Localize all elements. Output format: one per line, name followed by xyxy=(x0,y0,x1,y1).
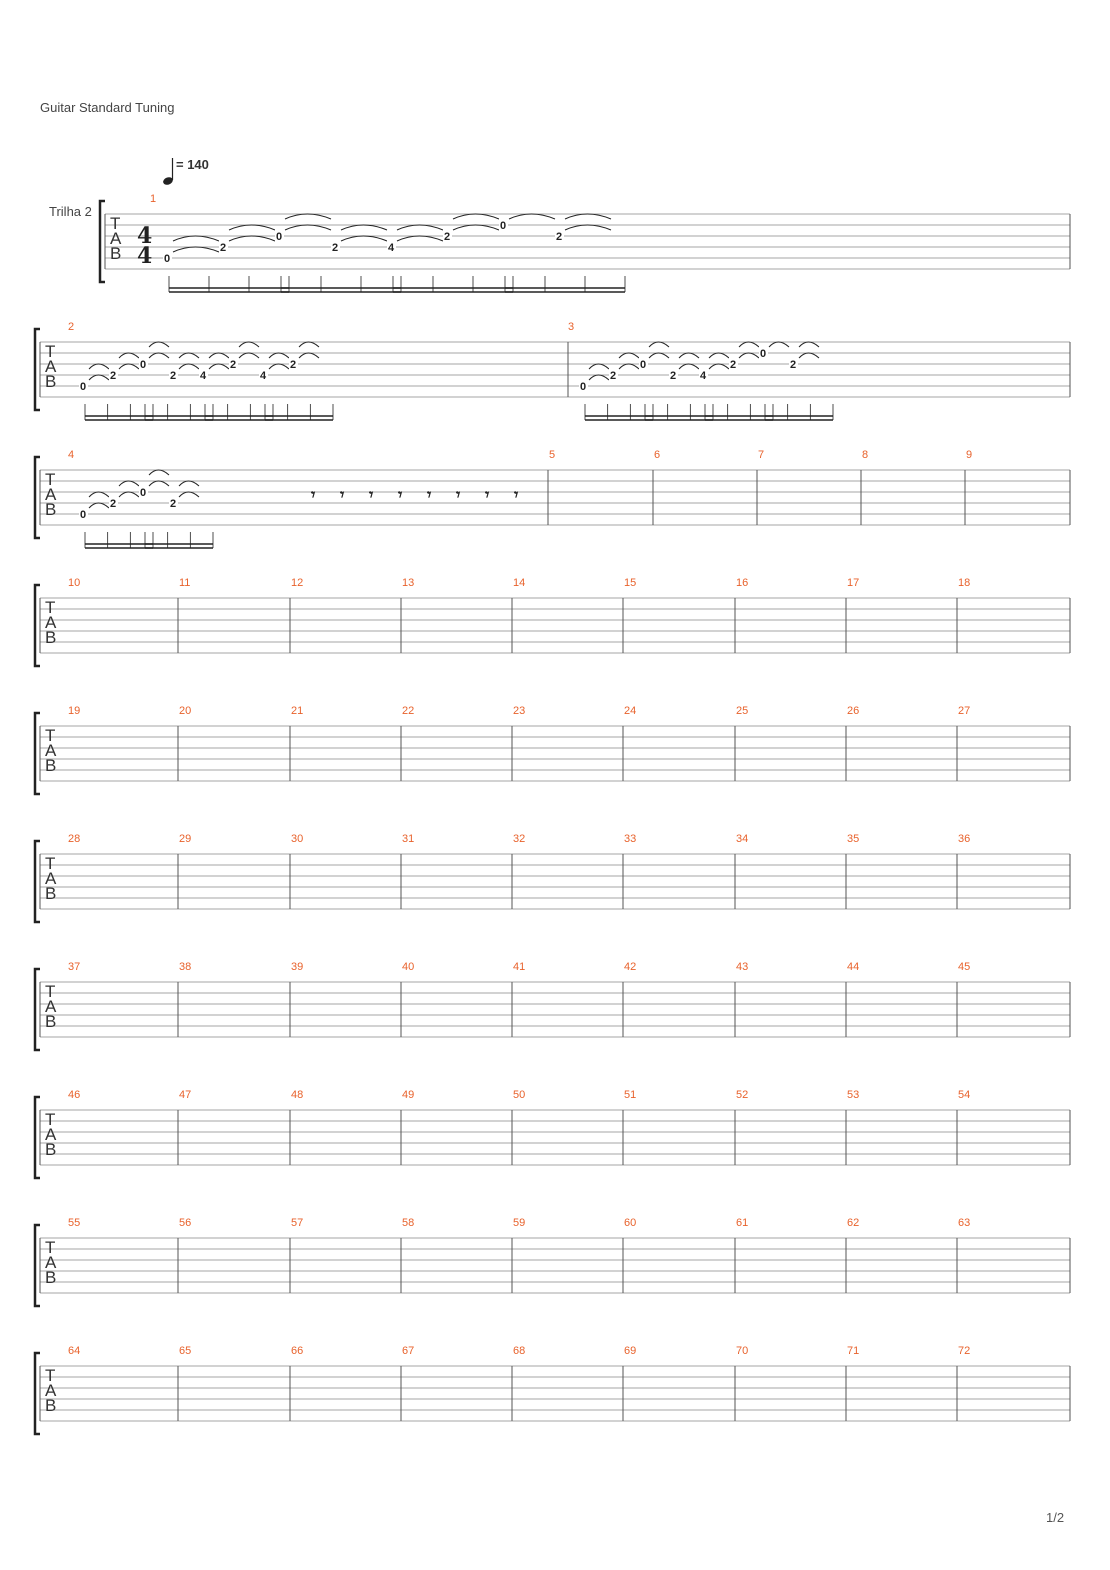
bar-number: 10 xyxy=(68,577,81,589)
tie-arc xyxy=(179,353,199,358)
tab-clef-letter: A xyxy=(45,997,57,1016)
tab-clef-letter: A xyxy=(45,869,57,888)
bar-number: 22 xyxy=(402,705,415,717)
bar-number: 9 xyxy=(966,449,973,461)
rest-symbol: 𝄾 xyxy=(514,485,519,504)
bar-number: 12 xyxy=(291,577,304,589)
rest-symbol: 𝄾 xyxy=(427,485,432,504)
bar-number: 44 xyxy=(847,961,860,973)
tab-clef-letter: A xyxy=(45,1125,57,1144)
tie-arc xyxy=(229,225,275,230)
bar-number: 4 xyxy=(68,449,75,461)
fret-number: 4 xyxy=(200,370,207,382)
tuning-label: Guitar Standard Tuning xyxy=(40,100,175,115)
fret-number: 2 xyxy=(220,242,227,254)
bar-number: 28 xyxy=(68,833,81,845)
bar-number: 52 xyxy=(736,1089,749,1101)
tab-clef-letter: B xyxy=(45,500,57,519)
bar-number: 30 xyxy=(291,833,304,845)
tie-arc xyxy=(709,353,729,358)
bar-number: 46 xyxy=(68,1089,81,1101)
tie-arc xyxy=(179,364,199,369)
track-name: Trilha 2 xyxy=(49,204,92,219)
tie-arc xyxy=(397,236,443,241)
fret-number: 4 xyxy=(388,242,395,254)
tie-arc xyxy=(649,353,669,358)
fret-number: 0 xyxy=(140,359,147,371)
fret-number: 0 xyxy=(276,231,283,243)
fret-number: 2 xyxy=(110,498,117,510)
fret-number: 2 xyxy=(610,370,617,382)
bar-number: 14 xyxy=(513,577,526,589)
bar-number: 68 xyxy=(513,1345,526,1357)
tie-arc xyxy=(679,353,699,358)
tie-arc xyxy=(239,342,259,347)
bar-number: 47 xyxy=(179,1089,192,1101)
tab-clef-letter: B xyxy=(45,1012,57,1031)
bar-number: 42 xyxy=(624,961,637,973)
tie-arc xyxy=(119,353,139,358)
bar-number: 72 xyxy=(958,1345,971,1357)
fret-number: 2 xyxy=(790,359,797,371)
bar-number: 31 xyxy=(402,833,415,845)
tie-arc xyxy=(619,353,639,358)
tab-clef-letter: B xyxy=(45,884,57,903)
tie-arc xyxy=(119,481,139,486)
system-bracket xyxy=(35,969,40,1050)
tab-clef-letter: A xyxy=(45,1253,57,1272)
system-bracket xyxy=(35,1353,40,1434)
tie-arc xyxy=(739,353,759,358)
fret-number: 0 xyxy=(580,381,587,393)
bar-number: 61 xyxy=(736,1217,749,1229)
bar-number: 8 xyxy=(862,449,869,461)
bar-number: 39 xyxy=(291,961,304,973)
bar-number: 18 xyxy=(958,577,971,589)
fret-number: 2 xyxy=(110,370,117,382)
tie-arc xyxy=(269,353,289,358)
bar-number: 69 xyxy=(624,1345,637,1357)
bar-number: 71 xyxy=(847,1345,860,1357)
fret-number: 0 xyxy=(640,359,647,371)
bar-number: 65 xyxy=(179,1345,192,1357)
tab-clef-letter: T xyxy=(45,854,56,873)
rest-symbol: 𝄾 xyxy=(340,485,345,504)
bar-number: 19 xyxy=(68,705,81,717)
fret-number: 2 xyxy=(670,370,677,382)
bar-number: 20 xyxy=(179,705,192,717)
tie-arc xyxy=(89,364,109,369)
bar-number: 60 xyxy=(624,1217,637,1229)
tie-arc xyxy=(89,503,109,508)
tie-arc xyxy=(179,481,199,486)
tab-clef-letter: T xyxy=(45,1238,56,1257)
tie-arc xyxy=(589,364,609,369)
bar-number: 54 xyxy=(958,1089,971,1101)
tab-clef-letter: T xyxy=(45,1366,56,1385)
bar-number: 3 xyxy=(568,321,575,333)
fret-number: 2 xyxy=(170,370,177,382)
tab-clef-letter: A xyxy=(45,357,57,376)
fret-number: 4 xyxy=(700,370,707,382)
tie-arc xyxy=(799,342,819,347)
tie-arc xyxy=(149,342,169,347)
bar-number: 23 xyxy=(513,705,526,717)
bar-number: 35 xyxy=(847,833,860,845)
bar-number: 57 xyxy=(291,1217,304,1229)
bar-number: 53 xyxy=(847,1089,860,1101)
bar-number: 38 xyxy=(179,961,192,973)
tab-clef-letter: B xyxy=(45,1140,57,1159)
page-number: 1/2 xyxy=(1046,1510,1065,1525)
tab-clef-letter: T xyxy=(45,982,56,1001)
bar-number: 67 xyxy=(402,1345,415,1357)
tie-arc xyxy=(173,236,219,241)
bar-number: 70 xyxy=(736,1345,749,1357)
tie-arc xyxy=(453,214,499,219)
tie-arc xyxy=(149,481,169,486)
tie-arc xyxy=(179,492,199,497)
system-bracket xyxy=(35,1097,40,1178)
tab-clef-letter: T xyxy=(110,214,121,233)
bar-number: 7 xyxy=(758,449,765,461)
tab-clef-letter: A xyxy=(45,485,57,504)
bar-number: 16 xyxy=(736,577,749,589)
tab-clef-letter: B xyxy=(110,244,122,263)
bar-number: 15 xyxy=(624,577,637,589)
fret-number: 2 xyxy=(332,242,339,254)
tempo-value: = 140 xyxy=(176,157,209,172)
tie-arc xyxy=(397,225,443,230)
fret-number: 2 xyxy=(556,231,563,243)
tie-arc xyxy=(209,353,229,358)
tie-arc xyxy=(239,353,259,358)
tab-clef-letter: T xyxy=(45,726,56,745)
bar-number: 11 xyxy=(179,577,191,589)
bar-number: 45 xyxy=(958,961,971,973)
tab-clef-letter: A xyxy=(45,613,57,632)
tie-arc xyxy=(299,353,319,358)
tab-clef-letter: B xyxy=(45,1396,57,1415)
system-bracket xyxy=(35,713,40,794)
system-bracket xyxy=(100,201,105,282)
tie-arc xyxy=(619,364,639,369)
fret-number: 0 xyxy=(500,220,507,232)
bar-number: 6 xyxy=(654,449,661,461)
bar-number: 2 xyxy=(68,321,75,333)
tie-arc xyxy=(269,364,289,369)
fret-number: 2 xyxy=(290,359,297,371)
fret-number: 0 xyxy=(80,509,87,521)
tie-arc xyxy=(799,353,819,358)
tab-clef-letter: T xyxy=(45,598,56,617)
tie-arc xyxy=(509,214,555,219)
time-signature-bottom: 4 xyxy=(137,243,153,269)
tab-clef-letter: A xyxy=(45,741,57,760)
tie-arc xyxy=(565,225,611,230)
system-bracket xyxy=(35,841,40,922)
fret-number: 4 xyxy=(260,370,267,382)
rest-symbol: 𝄾 xyxy=(369,485,374,504)
time-signature-top: 4 xyxy=(137,223,153,249)
tie-arc xyxy=(341,236,387,241)
tie-arc xyxy=(89,492,109,497)
bar-number: 63 xyxy=(958,1217,971,1229)
fret-number: 0 xyxy=(140,487,147,499)
tab-clef-letter: B xyxy=(45,628,57,647)
tab-clef-letter: A xyxy=(45,1381,57,1400)
bar-number: 48 xyxy=(291,1089,304,1101)
bar-number: 32 xyxy=(513,833,526,845)
tie-arc xyxy=(173,247,219,252)
tie-arc xyxy=(299,342,319,347)
tie-arc xyxy=(209,364,229,369)
tab-clef-letter: T xyxy=(45,1110,56,1129)
bar-number: 66 xyxy=(291,1345,304,1357)
bar-number: 50 xyxy=(513,1089,526,1101)
bar-number: 1 xyxy=(150,193,157,205)
tie-arc xyxy=(589,375,609,380)
bar-number: 55 xyxy=(68,1217,81,1229)
tie-arc xyxy=(149,470,169,475)
bar-number: 37 xyxy=(68,961,81,973)
tab-clef-letter: T xyxy=(45,342,56,361)
tie-arc xyxy=(739,342,759,347)
rest-symbol: 𝄾 xyxy=(456,485,461,504)
fret-number: 2 xyxy=(230,359,237,371)
rest-symbol: 𝄾 xyxy=(398,485,403,504)
tie-arc xyxy=(229,236,275,241)
tie-arc xyxy=(285,225,331,230)
tie-arc xyxy=(285,214,331,219)
bar-number: 25 xyxy=(736,705,749,717)
tab-clef-letter: B xyxy=(45,1268,57,1287)
bar-number: 43 xyxy=(736,961,749,973)
tab-clef-letter: A xyxy=(110,229,122,248)
system-bracket xyxy=(35,329,40,410)
system-bracket xyxy=(35,1225,40,1306)
fret-number: 0 xyxy=(760,348,767,360)
bar-number: 56 xyxy=(179,1217,192,1229)
bar-number: 34 xyxy=(736,833,749,845)
bar-number: 51 xyxy=(624,1089,637,1101)
bar-number: 24 xyxy=(624,705,637,717)
tie-arc xyxy=(149,353,169,358)
tie-arc xyxy=(119,492,139,497)
bar-number: 36 xyxy=(958,833,971,845)
bar-number: 58 xyxy=(402,1217,415,1229)
tie-arc xyxy=(119,364,139,369)
system-bracket xyxy=(35,585,40,666)
tab-clef-letter: B xyxy=(45,756,57,775)
bar-number: 27 xyxy=(958,705,971,717)
bar-number: 21 xyxy=(291,705,304,717)
tie-arc xyxy=(649,342,669,347)
tie-arc xyxy=(769,342,789,347)
tie-arc xyxy=(679,364,699,369)
rest-symbol: 𝄾 xyxy=(311,485,316,504)
bar-number: 59 xyxy=(513,1217,526,1229)
bar-number: 49 xyxy=(402,1089,415,1101)
fret-number: 2 xyxy=(444,231,451,243)
bar-number: 41 xyxy=(513,961,526,973)
tie-arc xyxy=(565,214,611,219)
fret-number: 0 xyxy=(164,253,171,265)
system-bracket xyxy=(35,457,40,538)
bar-number: 13 xyxy=(402,577,415,589)
tie-arc xyxy=(341,225,387,230)
bar-number: 64 xyxy=(68,1345,81,1357)
tab-clef-letter: T xyxy=(45,470,56,489)
bar-number: 62 xyxy=(847,1217,860,1229)
bar-number: 33 xyxy=(624,833,637,845)
tab-clef-letter: B xyxy=(45,372,57,391)
fret-number: 2 xyxy=(730,359,737,371)
tie-arc xyxy=(89,375,109,380)
rest-symbol: 𝄾 xyxy=(485,485,490,504)
bar-number: 5 xyxy=(549,449,556,461)
tie-arc xyxy=(453,225,499,230)
fret-number: 2 xyxy=(170,498,177,510)
bar-number: 40 xyxy=(402,961,415,973)
tie-arc xyxy=(709,364,729,369)
bar-number: 17 xyxy=(847,577,860,589)
bar-number: 26 xyxy=(847,705,860,717)
fret-number: 0 xyxy=(80,381,87,393)
bar-number: 29 xyxy=(179,833,192,845)
